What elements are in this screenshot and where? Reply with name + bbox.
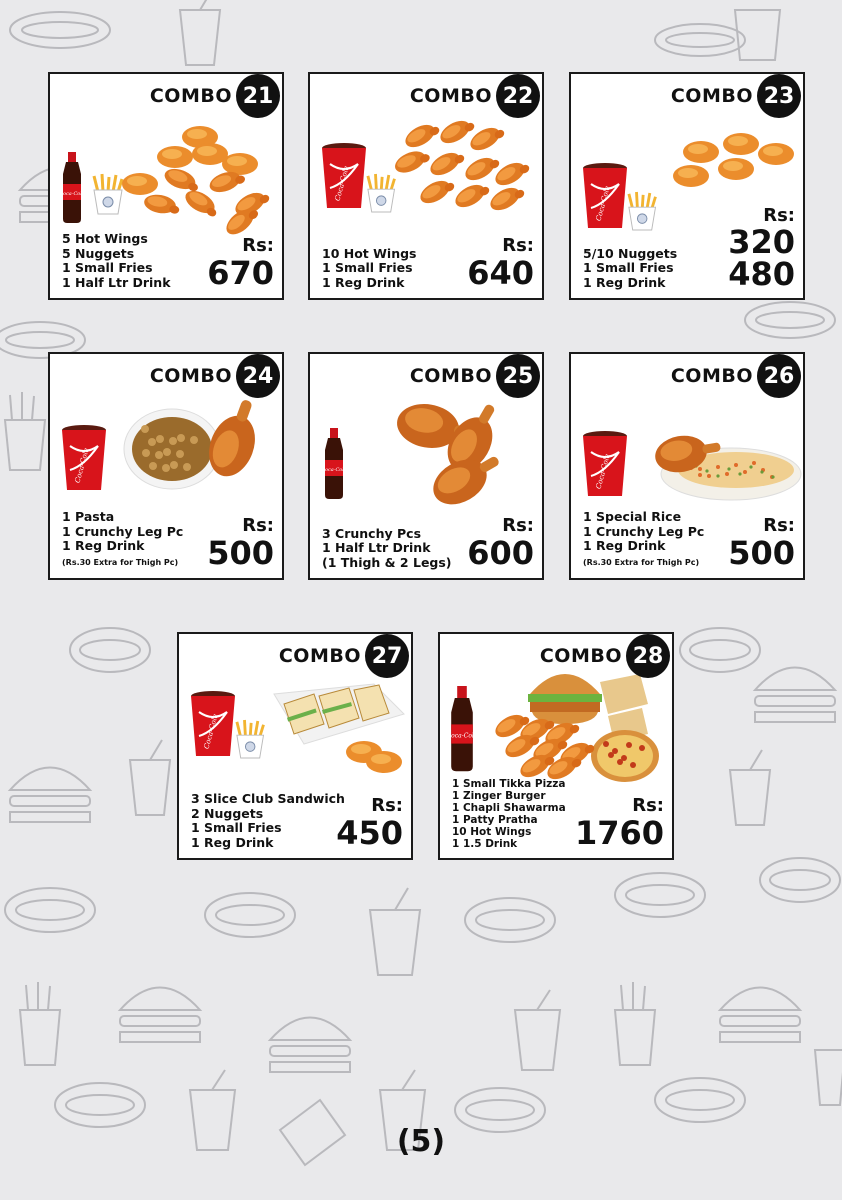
combo-items [583,510,704,570]
combo-note: (Rs.30 Extra for Thigh Pc) [583,557,700,567]
cup-doodle-icon [815,1050,842,1105]
combo-number-badge: 24 [236,354,280,398]
cola-cup-icon [62,425,106,490]
combo-title: COMBO [409,365,492,387]
combo-card-24 [48,352,284,580]
combo-item: 1 Small Fries [583,260,674,275]
fries-icon [629,192,656,230]
combo-price-box [728,516,795,570]
hot-wing-icon [143,192,182,216]
rs-label: Rs: [502,235,534,256]
combo-item: 1 Small Fries [191,820,282,835]
combo-price-box [575,796,664,850]
combo-price: 500 [728,534,795,572]
hotdog-doodle-icon [760,858,840,902]
combo-number-badge: 21 [236,74,280,118]
combo-card-21 [48,72,284,300]
cola-cup-icon [322,143,366,208]
combo-card-22 [308,72,544,300]
nugget-icon [222,153,258,175]
cola-cup-icon [583,163,627,228]
hot-wing-icon [417,174,457,208]
combo-items [583,247,677,291]
combo-price: 500 [207,534,274,572]
hotdog-doodle-icon [655,24,745,56]
combo-card-27 [177,632,413,860]
hotdog-doodle-icon [655,1078,745,1122]
burger-doodle-icon [10,768,90,823]
combo-item: 1 Small Fries [322,260,413,275]
combo-header [150,76,280,116]
cup-doodle-icon [130,740,170,815]
combo-item: 1 Small Tikka Pizza [452,778,566,790]
hotdog-doodle-icon [205,893,295,937]
combo-note: (Rs.30 Extra for Thigh Pc) [62,557,179,567]
hotdog-doodle-icon [615,873,705,917]
cola-cup-icon [583,431,627,496]
cup-doodle-icon [180,0,220,65]
combo-item: 1 Chapli Shawarma [452,802,566,814]
hotdog-doodle-icon [745,302,835,338]
cup-doodle-icon [370,888,420,975]
cola-cup-icon [191,691,235,756]
combo-title: COMBO [278,645,361,667]
svg-text:Coca-Cola: Coca-Cola [321,467,347,473]
hotdog-doodle-icon [55,1083,145,1127]
combo-number-badge: 26 [757,354,801,398]
combo-item: (1 Thigh & 2 Legs) [322,554,452,570]
svg-text:Coca-Cola: Coca-Cola [202,713,220,750]
rs-label: Rs: [371,795,403,816]
combo-price-box [207,236,274,290]
pasta-bowl-icon [124,409,220,489]
nugget-icon [366,751,402,773]
combo-item: 1 Half Ltr Drink [322,540,431,555]
hot-wing-icon [487,181,527,215]
burger-doodle-icon [120,988,200,1043]
cola-bottle-icon [59,152,85,223]
combo-price: 600 [467,534,534,572]
combo-item: 1 Crunchy Leg Pc [62,523,184,539]
combo-items [191,792,345,850]
cup-doodle-icon [730,750,770,825]
svg-text:Coca-Cola: Coca-Cola [446,732,478,740]
combo-item: 1 Patty Pratha [452,814,538,826]
combo-items [322,527,452,571]
hot-wing-icon [427,146,467,180]
combo-number-badge: 28 [626,634,670,678]
combo-header [410,356,540,396]
sandwich-icon [274,684,404,744]
hotdog-doodle-icon [70,628,150,672]
combo-price: 320 [728,223,795,261]
burger-icon [528,674,602,724]
combo-price-box [467,236,534,290]
cup-doodle-icon [515,990,560,1070]
nugget-icon [157,146,193,168]
combo-title: COMBO [409,85,492,107]
combo-price-box [467,516,534,570]
rs-label: Rs: [242,515,274,536]
combo-item: 1 1.5 Drink [452,838,518,850]
hotdog-doodle-icon [5,888,95,932]
combo-header [410,76,540,116]
combo-header [150,356,280,396]
combo-item: 1 Zinger Burger [452,790,546,802]
page-number: (5) [396,1124,446,1159]
svg-text:Coca-Cola: Coca-Cola [594,453,612,490]
nugget-icon [718,158,754,180]
rs-label: Rs: [763,515,795,536]
combo-items [62,510,183,570]
combo-title: COMBO [670,85,753,107]
combo-item: 1 Special Rice [583,509,682,524]
combo-title: COMBO [149,365,232,387]
svg-text:Coca-Cola: Coca-Cola [73,447,91,484]
combo-card-26 [569,352,805,580]
hot-wing-icon [392,145,432,177]
combo-header [540,636,670,676]
rs-label: Rs: [502,515,534,536]
pizza-icon [591,730,659,782]
combo-item: 3 Crunchy Pcs [322,525,422,541]
combo-card-28 [438,632,674,860]
combo-price: 450 [336,814,403,852]
combo-item: 1 Reg Drink [583,538,666,553]
burger-doodle-icon [270,1018,350,1073]
combo-item: 1 Reg Drink [322,274,405,290]
hot-wing-icon [162,165,202,194]
hot-wing-icon [402,118,442,152]
fries-doodle-icon [20,982,60,1065]
combo-item: 1 Reg Drink [62,538,145,553]
combo-number-badge: 22 [496,74,540,118]
combo-header [279,636,409,676]
combo-price-box [728,205,795,293]
fries-icon [94,174,122,214]
hotdog-doodle-icon [465,898,555,942]
fries-icon [237,720,264,758]
combo-items [322,247,416,291]
combo-title: COMBO [539,645,622,667]
cola-bottle-icon [321,428,347,499]
combo-card-25 [308,352,544,580]
hotdog-doodle-icon [680,628,760,672]
combo-header [671,76,801,116]
combo-item: 2 Nuggets [191,805,264,821]
combo-item: 1 Reg Drink [583,274,666,290]
combo-item: 1 Half Ltr Drink [62,274,171,290]
svg-text:Coca-Cola: Coca-Cola [59,191,85,197]
combo-number-badge: 23 [757,74,801,118]
combo-item: 1 Reg Drink [191,834,274,850]
nugget-icon [122,173,158,195]
fries-icon [368,174,395,212]
combo-header [671,356,801,396]
combo-title: COMBO [149,85,232,107]
combo-item: 10 Hot Wings [322,245,417,261]
combo-number-badge: 27 [365,634,409,678]
fries-doodle-icon [615,982,655,1065]
combo-item: 5 Hot Wings [62,231,148,246]
combo-number-badge: 25 [496,354,540,398]
combo-items [62,232,171,290]
svg-text:Coca-Cola: Coca-Cola [594,185,612,222]
combo-price: 670 [207,254,274,292]
rs-label: Rs: [632,795,664,816]
combo-card-23 [569,72,805,300]
combo-price: 1760 [574,814,664,852]
combo-item: 5/10 Nuggets [583,245,678,261]
combo-item: 1 Pasta [62,509,115,524]
burger-doodle-icon [755,668,835,723]
cola-bottle-icon [447,686,478,771]
nugget-icon [723,133,759,155]
combo-price-alt: 480 [728,255,795,293]
combo-item: 5 Nuggets [62,245,135,261]
combo-price: 640 [467,254,534,292]
combo-items [452,778,566,850]
rs-label: Rs: [242,235,274,256]
nugget-icon [673,165,709,187]
combo-item: 1 Small Fries [62,260,153,275]
svg-text:Coca-Cola: Coca-Cola [333,165,351,202]
combo-title: COMBO [670,365,753,387]
combo-item: 1 Crunchy Leg Pc [583,523,705,539]
rs-label: Rs: [763,205,795,226]
nugget-icon [683,141,719,163]
hot-wing-icon [452,178,492,212]
combo-price-box [207,516,274,570]
nugget-icon [758,143,794,165]
fries-doodle-icon [5,392,45,470]
combo-item: 3 Slice Club Sandwich [191,791,345,806]
burger-doodle-icon [720,988,800,1043]
combo-item: 10 Hot Wings [452,826,532,838]
hotdog-doodle-icon [10,12,110,48]
combo-price-box [336,796,403,850]
